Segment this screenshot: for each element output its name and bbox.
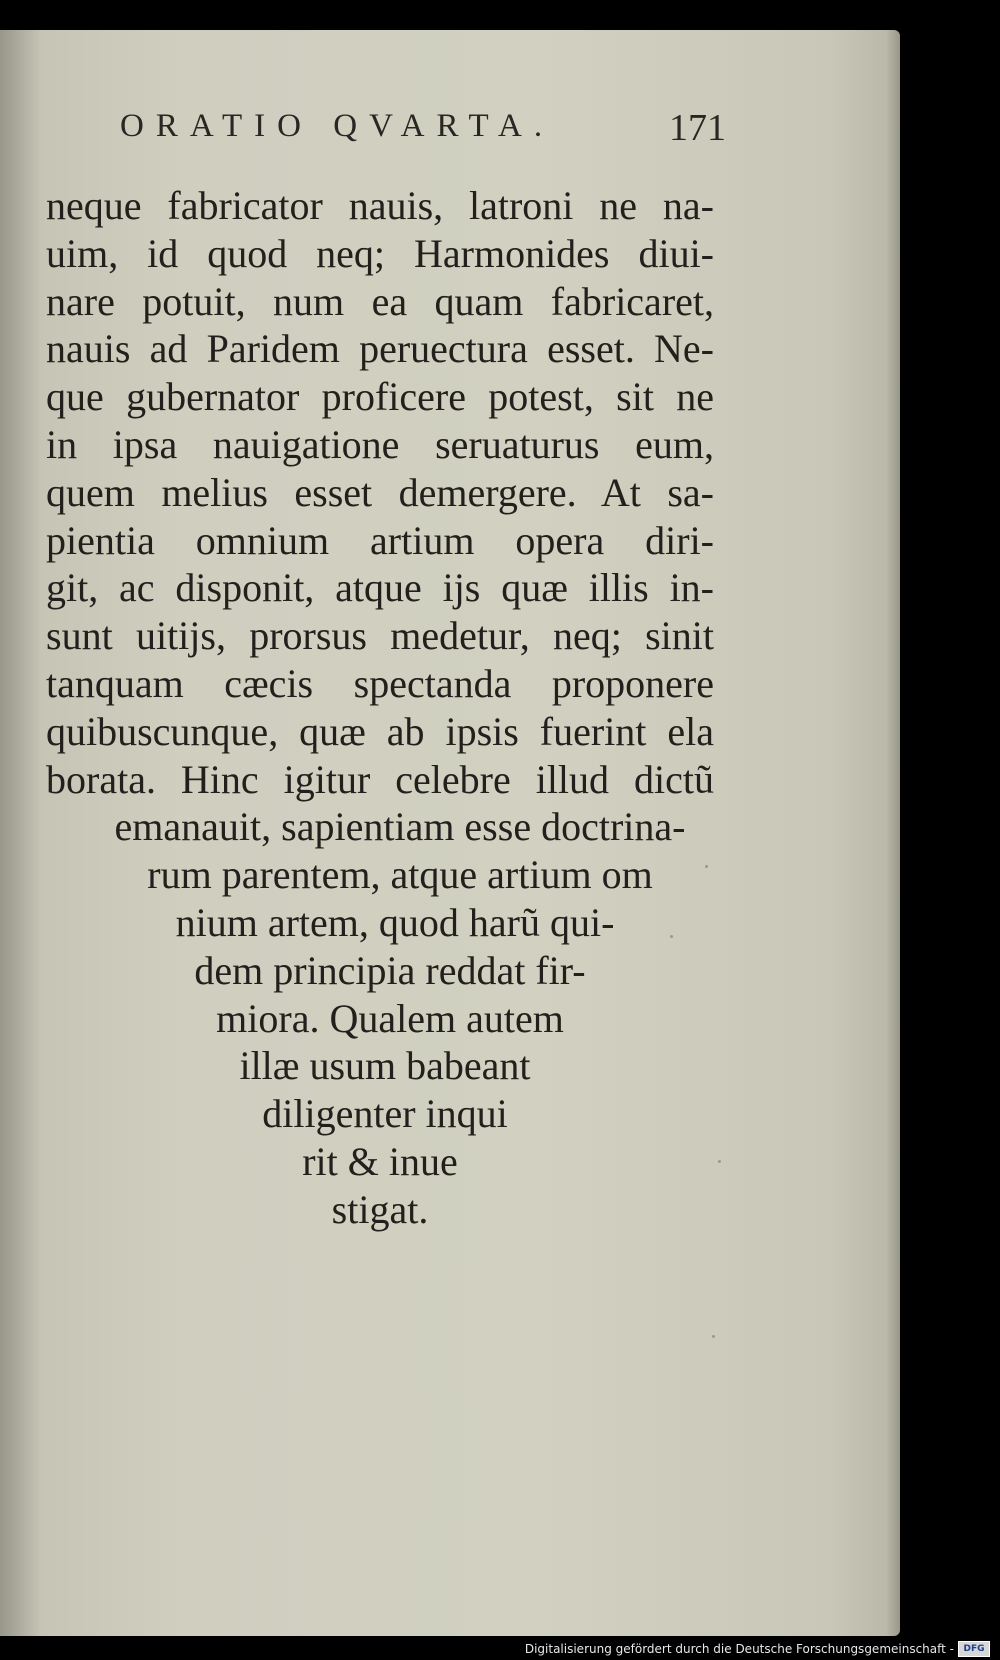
text-line: neque fabricator nauis, latroni ne na- [46, 183, 714, 228]
body-text [30, 182, 730, 1234]
text-line: dem principia reddat fir- [194, 947, 586, 993]
page-header [120, 107, 726, 158]
text-line: tanquam cæcis spectanda proponere [46, 660, 714, 706]
paper-speck [705, 865, 708, 868]
book-page [0, 30, 900, 1636]
text-line: nare potuit, num ea quam fabricaret, [46, 278, 714, 324]
text-line: rit & inue [302, 1138, 458, 1184]
paper-speck [718, 1160, 721, 1163]
paper-speck [670, 935, 673, 938]
text-line: quibuscunque, quæ ab ipsis fuerint ela [46, 708, 714, 754]
text-line: uim, id quod neq; Harmonides diui- [46, 230, 714, 276]
page-number: 171 [669, 107, 726, 149]
text-line: nauis ad Paridem peruectura esset. Ne- [46, 326, 714, 372]
dfg-logo: DFG [958, 1641, 990, 1657]
text-line: quem melius esset demergere. At sa- [46, 469, 714, 515]
text-line: que gubernator proficere potest, sit ne [46, 374, 714, 420]
running-title: ORATIO QVARTA. [120, 108, 555, 144]
digitization-credit: Digitalisierung gefördert durch die Deutsche Forschungsgemeinschaft - [524, 1642, 954, 1656]
text-line: in ipsa nauigatione seruaturus eum, [46, 421, 714, 467]
text-line: git, ac disponit, atque ijs quæ illis in- [46, 565, 714, 611]
text-line: sunt uitijs, prorsus medetur, neq; sinit [46, 613, 714, 659]
text-line: rum parentem, atque artium om [147, 852, 653, 898]
text-line: miora. Qualem autem [216, 995, 564, 1041]
text-line: stigat. [331, 1186, 429, 1232]
text-line: borata. Hinc igitur celebre illud dictũ [46, 756, 714, 802]
text-line: pientia omnium artium opera diri- [46, 517, 714, 563]
page-edge [886, 30, 900, 1636]
text-line: nium artem, quod harũ qui- [175, 899, 615, 945]
text-line: illæ usum babeant [239, 1043, 531, 1089]
text-line: diligenter inqui [262, 1091, 508, 1137]
digitization-footer [525, 1640, 990, 1658]
paper-speck [712, 1335, 715, 1338]
text-line: emanauit, sapientiam esse doctrina- [114, 804, 686, 850]
